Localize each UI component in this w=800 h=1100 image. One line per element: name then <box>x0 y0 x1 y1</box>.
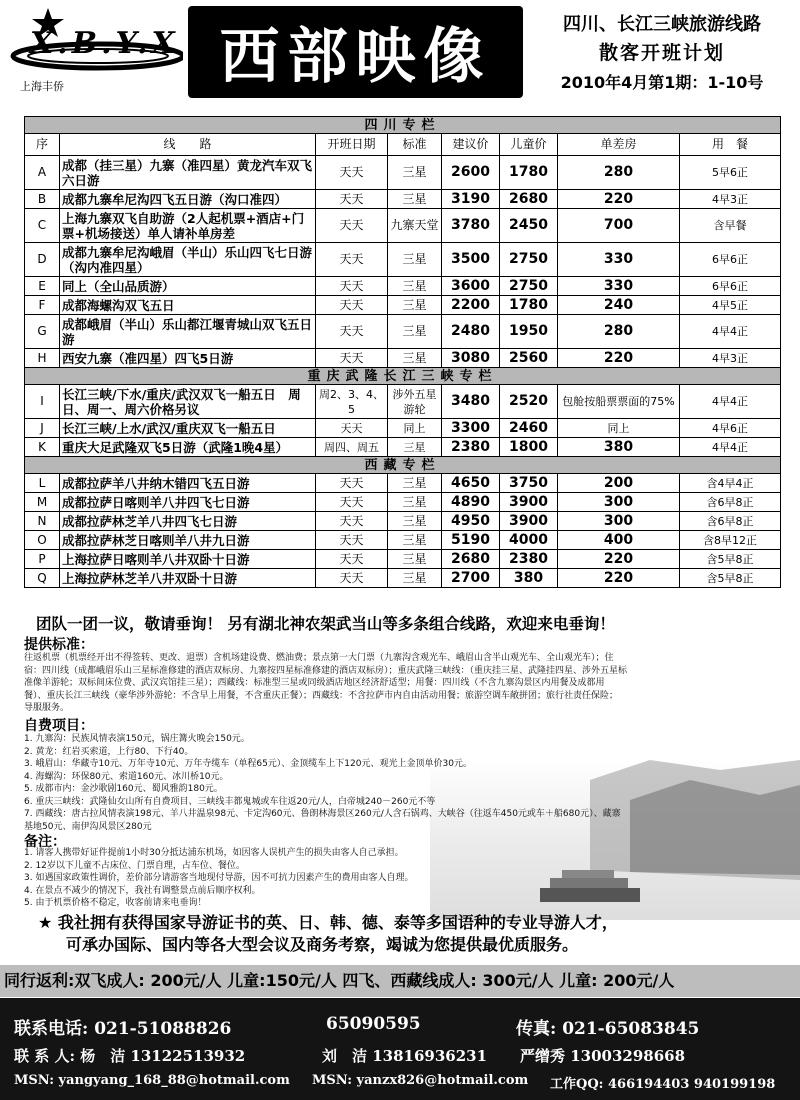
cell-route-name: 西安九寨（准四星）四飞5日游 <box>60 349 316 368</box>
cell-child-price: 2750 <box>500 243 558 277</box>
cell-meals: 4早5正 <box>680 296 781 315</box>
optional-line: 1. 九寨沟：民族风情表演150元，锅庄篝火晚会150元。 <box>24 734 250 744</box>
notes-line: 2. 12岁以下儿童不占床位、门票自理，占车位、餐位。 <box>24 860 245 871</box>
cell-route-name: 成都拉萨日喀则羊八井四飞七日游 <box>60 493 316 512</box>
cell-route-name: 成都九寨牟尼沟四飞五日游（沟口准四） <box>60 190 316 209</box>
cell-hotel-standard: 三星 <box>388 493 442 512</box>
optional-line: 6. 重庆三峡线：武隆仙女山所有自费项目、三峡线丰都鬼城或车往返20元/人，白帝城240－260元不等 <box>24 796 436 807</box>
cell-price: 5190 <box>442 531 500 550</box>
cell-route-name: 成都（挂三星）九寨（准四星）黄龙汽车双飞六日游 <box>60 156 316 190</box>
optional-line: 基地50元、南伊沟风景区280元 <box>24 821 152 832</box>
table-row <box>25 156 781 190</box>
cell-price: 2200 <box>442 296 500 315</box>
contact-phone: 联系电话: 021-51088826 <box>14 1019 232 1039</box>
cell-price: 3080 <box>442 349 500 368</box>
section-sichuan-label: 四川专栏 <box>25 117 781 134</box>
cell-price: 4890 <box>442 493 500 512</box>
guide-notice-line2: 可承办国际、国内等各大型会议及商务考察，竭诚为您提供最优质服务。 <box>66 935 579 954</box>
guide-notice-line1: ★ 我社拥有获得国家导游证书的英、日、韩、德、泰等多国语种的专业导游人才， <box>38 913 618 932</box>
cell-single-supplement: 同上 <box>558 419 680 438</box>
table-row <box>25 296 781 315</box>
cell-departure: 天天 <box>316 156 388 190</box>
cell-route-name: 重庆大足武隆双飞5日游（武隆1晚4星） <box>60 438 316 457</box>
cell-child-price: 1780 <box>500 296 558 315</box>
cell-price: 3500 <box>442 243 500 277</box>
cell-hotel-standard: 三星 <box>388 277 442 296</box>
cell-child-price: 2520 <box>500 385 558 419</box>
cell-child-price: 2380 <box>500 550 558 569</box>
cell-departure: 周2、3、4、5 <box>316 385 388 419</box>
rebate-bar: 同行返利:双飞成人: 200元/人 儿童:150元/人 四飞、西藏线成人: 300元/人 儿童: 200元/人 <box>0 965 800 997</box>
contact-qq: 工作QQ: 466194403 940199198 <box>550 1077 776 1092</box>
cell-single-supplement: 380 <box>558 438 680 457</box>
cell-meals: 含6早8正 <box>680 493 781 512</box>
cell-hotel-standard: 三星 <box>388 243 442 277</box>
cell-row-id: F <box>25 296 60 315</box>
cell-row-id: B <box>25 190 60 209</box>
cell-departure: 天天 <box>316 569 388 588</box>
cell-row-id: P <box>25 550 60 569</box>
cell-meals: 含6早8正 <box>680 512 781 531</box>
cell-route-name: 成都海螺沟双飞五日 <box>60 296 316 315</box>
cell-single-supplement: 400 <box>558 531 680 550</box>
section-three-gorges <box>25 368 781 385</box>
cell-single-supplement: 220 <box>558 569 680 588</box>
subtitle-routes: 四川、长江三峡旅游线路 <box>563 14 761 35</box>
cell-route-name: 上海九寨双飞自助游（2人起机票+酒店+门票+机场接送）单人请补单房差 <box>60 209 316 243</box>
cell-hotel-standard: 同上 <box>388 419 442 438</box>
cell-route-name: 上海拉萨林芝羊八井双卧十日游 <box>60 569 316 588</box>
page-title-box <box>188 6 523 98</box>
cell-hotel-standard: 三星 <box>388 438 442 457</box>
cell-meals: 5早6正 <box>680 156 781 190</box>
cell-hotel-standard: 三星 <box>388 190 442 209</box>
standards-line: 准像羊游轮；双标间床位费、武汉宾馆挂三星）；西藏线：标准型三星或同级酒店地区经济舒适型；用餐：四川线（不含九寨沟景区内用餐及成都用 <box>24 678 605 688</box>
cell-price: 2600 <box>442 156 500 190</box>
table-row <box>25 569 781 588</box>
standards-text <box>24 652 779 715</box>
cell-meals: 含8早12正 <box>680 531 781 550</box>
column-header: 序 <box>25 134 60 156</box>
cell-hotel-standard: 三星 <box>388 512 442 531</box>
cell-departure: 天天 <box>316 512 388 531</box>
optional-line: 5. 成都市内：金沙歌剧160元、蜀风雅韵180元。 <box>24 784 223 794</box>
company-logo <box>8 4 183 99</box>
cell-route-name: 上海拉萨日喀则羊八井双卧十日游 <box>60 550 316 569</box>
notes-title: 备注： <box>24 834 66 850</box>
cell-meals: 6早6正 <box>680 243 781 277</box>
cell-route-name: 成都九寨牟尼沟峨眉（半山）乐山四飞七日游（沟内准四星） <box>60 243 316 277</box>
cell-meals: 4早6正 <box>680 419 781 438</box>
cell-meals: 含早餐 <box>680 209 781 243</box>
standards-title: 提供标准： <box>24 637 94 653</box>
column-header: 建议价 <box>442 134 500 156</box>
cell-single-supplement: 240 <box>558 296 680 315</box>
notes-line: 3. 如遇国家政策性调价，差价部分请游客当地现付导游，因不可抗力因素产生的费用由客人自理。 <box>24 873 414 883</box>
table-row <box>25 474 781 493</box>
column-header: 单差房 <box>558 134 680 156</box>
cell-price: 3600 <box>442 277 500 296</box>
table-row <box>25 385 781 419</box>
table-row <box>25 190 781 209</box>
cell-departure: 天天 <box>316 190 388 209</box>
section-tibet <box>25 457 781 474</box>
header <box>0 0 800 110</box>
cell-departure: 天天 <box>316 531 388 550</box>
cell-hotel-standard: 三星 <box>388 550 442 569</box>
notes-line: 4. 在景点不减少的情况下，我社有调整景点前后顺序权利。 <box>24 885 261 896</box>
table-row <box>25 438 781 457</box>
cell-meals: 6早6正 <box>680 277 781 296</box>
cell-child-price: 2560 <box>500 349 558 368</box>
cell-route-name: 长江三峡/下水/重庆/武汉双飞一船五日 周日、周一、周六价格另议 <box>60 385 316 419</box>
cell-row-id: A <box>25 156 60 190</box>
notes-text <box>24 847 779 910</box>
cell-route-name: 成都拉萨林芝日喀则羊八井九日游 <box>60 531 316 550</box>
table-row <box>25 243 781 277</box>
contact-footer <box>0 998 800 1100</box>
cell-price: 3190 <box>442 190 500 209</box>
cell-row-id: H <box>25 349 60 368</box>
cell-departure: 天天 <box>316 243 388 277</box>
table-row <box>25 493 781 512</box>
optional-title: 自费项目： <box>24 718 94 734</box>
cell-child-price: 2750 <box>500 277 558 296</box>
cell-row-id: K <box>25 438 60 457</box>
cell-departure: 天天 <box>316 296 388 315</box>
cell-departure: 天天 <box>316 349 388 368</box>
table-row <box>25 550 781 569</box>
cell-row-id: J <box>25 419 60 438</box>
cell-departure: 天天 <box>316 277 388 296</box>
cell-meals: 4早4正 <box>680 438 781 457</box>
column-header: 用 餐 <box>680 134 781 156</box>
cell-single-supplement: 280 <box>558 156 680 190</box>
page-title: 西部映像 <box>219 22 492 92</box>
cell-meals: 4早3正 <box>680 349 781 368</box>
cell-child-price: 2450 <box>500 209 558 243</box>
column-header: 线 路 <box>60 134 316 156</box>
section-tibet-label: 西藏专栏 <box>25 457 781 474</box>
cell-single-supplement: 280 <box>558 315 680 349</box>
cell-hotel-standard: 三星 <box>388 474 442 493</box>
standards-line: 宿：四川线（成都峨眉乐山三星标准修建的酒店双标房、九寨按四星标准修建的酒店双标房）；重庆武隆三峡线：（重庆挂三星、武隆挂四星、涉外五星标 <box>24 665 628 676</box>
cell-single-supplement: 200 <box>558 474 680 493</box>
cell-meals: 4早4正 <box>680 385 781 419</box>
cell-single-supplement: 700 <box>558 209 680 243</box>
cell-price: 3780 <box>442 209 500 243</box>
contact-msn-1: MSN: yangyang_168_88@hotmail.com <box>14 1073 290 1088</box>
cell-route-name: 成都拉萨羊八井纳木错四飞五日游 <box>60 474 316 493</box>
subtitle-block <box>528 10 796 97</box>
optional-line: 3. 峨眉山：华藏寺10元、万年寺10元、万年寺缆车（单程65元）、金顶缆车上下120元、观光上金顶单价30元。 <box>24 759 472 769</box>
cell-single-supplement: 220 <box>558 190 680 209</box>
cell-departure: 天天 <box>316 493 388 512</box>
table-row <box>25 277 781 296</box>
cell-child-price: 380 <box>500 569 558 588</box>
cell-price: 2700 <box>442 569 500 588</box>
cell-row-id: C <box>25 209 60 243</box>
table-row <box>25 209 781 243</box>
cell-meals: 含5早8正 <box>680 550 781 569</box>
cell-child-price: 2680 <box>500 190 558 209</box>
cell-single-supplement: 220 <box>558 550 680 569</box>
cell-meals: 含4早4正 <box>680 474 781 493</box>
cell-departure: 天天 <box>316 209 388 243</box>
cell-route-name: 成都拉萨林芝羊八井四飞七日游 <box>60 512 316 531</box>
standards-line: 餐）、重庆长江三峡线（豪华涉外游轮：不含早上用餐，不含重庆正餐）；西藏线：不含拉萨市内自由活动用餐；旅游空调车敞拼团；旅行社责任保险； <box>24 690 619 701</box>
route-table <box>24 116 781 588</box>
cell-row-id: O <box>25 531 60 550</box>
cell-row-id: I <box>25 385 60 419</box>
cell-row-id: N <box>25 512 60 531</box>
table-row <box>25 315 781 349</box>
contact-phone-2: 65090595 <box>326 1014 421 1034</box>
column-header: 标准 <box>388 134 442 156</box>
cell-single-supplement: 300 <box>558 493 680 512</box>
cell-meals: 4早4正 <box>680 315 781 349</box>
cell-child-price: 3900 <box>500 493 558 512</box>
cell-child-price: 1780 <box>500 156 558 190</box>
logo-subtitle: 上海丰侨 <box>20 80 64 93</box>
contact-person-2: 刘 洁 13816936231 <box>322 1047 488 1065</box>
cell-departure: 天天 <box>316 550 388 569</box>
route-table-wrap <box>24 116 780 588</box>
section-sichuan <box>25 117 781 134</box>
table-row <box>25 419 781 438</box>
cell-route-name: 成都峨眉（半山）乐山都江堰青城山双飞五日游 <box>60 315 316 349</box>
cell-departure: 天天 <box>316 474 388 493</box>
cell-row-id: E <box>25 277 60 296</box>
cell-row-id: G <box>25 315 60 349</box>
table-row <box>25 512 781 531</box>
contact-person-3: 严缯秀 13003298668 <box>520 1047 686 1065</box>
cell-single-supplement: 300 <box>558 512 680 531</box>
cell-hotel-standard: 三星 <box>388 296 442 315</box>
cell-price: 2480 <box>442 315 500 349</box>
cell-route-name: 长江三峡/上水/武汉/重庆双飞一船五日 <box>60 419 316 438</box>
contact-person-1: 联 系 人: 杨 洁 13122513932 <box>14 1047 246 1065</box>
cell-meals: 4早3正 <box>680 190 781 209</box>
cell-hotel-standard: 三星 <box>388 156 442 190</box>
cell-hotel-standard: 三星 <box>388 315 442 349</box>
cell-hotel-standard: 三星 <box>388 569 442 588</box>
cell-child-price: 3750 <box>500 474 558 493</box>
section-three-gorges-label: 重庆武隆长江三峡专栏 <box>25 368 781 385</box>
cell-single-supplement: 330 <box>558 277 680 296</box>
cell-child-price: 4000 <box>500 531 558 550</box>
cell-price: 3300 <box>442 419 500 438</box>
table-header-row <box>25 134 781 156</box>
cell-price: 4950 <box>442 512 500 531</box>
optional-line: 7. 西藏线：唐古拉风情表演198元、羊八井温泉98元、卡定沟60元、鲁朗林海景区260元/人含石锅鸡、大峡谷（往返车450元或车＋船680元）、藏寨 <box>24 809 621 819</box>
cell-child-price: 3900 <box>500 512 558 531</box>
cell-row-id: D <box>25 243 60 277</box>
cell-single-supplement: 220 <box>558 349 680 368</box>
subtitle-plan: 散客开班计划 <box>598 42 725 64</box>
cell-price: 4650 <box>442 474 500 493</box>
cell-price: 2680 <box>442 550 500 569</box>
cell-child-price: 2460 <box>500 419 558 438</box>
optional-line: 4. 海螺沟：环保80元、索道160元、冰川桥10元。 <box>24 771 229 782</box>
optional-line: 2. 黄龙：红岩买索道，上行80、下行40。 <box>24 746 194 757</box>
standards-line: 导服服务。 <box>24 703 70 713</box>
standards-line: 往返机票（机票经开出不得签转、更改、退票）含机场建设费、燃油费；景点第一大门票（九寨沟含观光车、峨眉山含半山观光车、全山观光车）；住 <box>24 653 614 663</box>
column-header: 开班日期 <box>316 134 388 156</box>
cell-hotel-standard: 涉外五星游轮 <box>388 385 442 419</box>
cell-child-price: 1950 <box>500 315 558 349</box>
cell-meals: 含5早8正 <box>680 569 781 588</box>
cell-route-name: 同上（全山品质游） <box>60 277 316 296</box>
table-row <box>25 531 781 550</box>
cell-departure: 天天 <box>316 419 388 438</box>
column-header: 儿童价 <box>500 134 558 156</box>
cell-departure: 周四、周五 <box>316 438 388 457</box>
cell-row-id: Q <box>25 569 60 588</box>
group-inquiry-line: 团队一团一议，敬请垂询！ 另有湖北神农架武当山等多条组合线路，欢迎来电垂询！ <box>36 615 615 633</box>
cell-child-price: 1800 <box>500 438 558 457</box>
cell-row-id: M <box>25 493 60 512</box>
cell-hotel-standard: 三星 <box>388 349 442 368</box>
table-row <box>25 349 781 368</box>
cell-row-id: L <box>25 474 60 493</box>
optional-text <box>24 733 779 833</box>
notes-line: 5. 由于机票价格不稳定，收客前请来电垂询！ <box>24 898 207 908</box>
cell-single-supplement: 330 <box>558 243 680 277</box>
guide-notice <box>38 912 618 956</box>
cell-single-supplement: 包舱按船票票面的75% <box>558 385 680 419</box>
cell-departure: 天天 <box>316 315 388 349</box>
cell-price: 2380 <box>442 438 500 457</box>
notes-line: 1. 请客人携带好证件提前1小时30分抵达浦东机场，如因客人误机产生的损失由客人自己承担。 <box>24 848 404 858</box>
subtitle-issue: 2010年4月第1期：1-10号 <box>560 73 764 92</box>
contact-msn-2: MSN: yanzx826@hotmail.com <box>312 1073 529 1088</box>
contact-fax: 传真: 021-65083845 <box>516 1019 700 1039</box>
cell-hotel-standard: 九寨天堂 <box>388 209 442 243</box>
cell-price: 3480 <box>442 385 500 419</box>
logo-text: X.B.Y.X <box>30 26 179 61</box>
cell-hotel-standard: 三星 <box>388 531 442 550</box>
